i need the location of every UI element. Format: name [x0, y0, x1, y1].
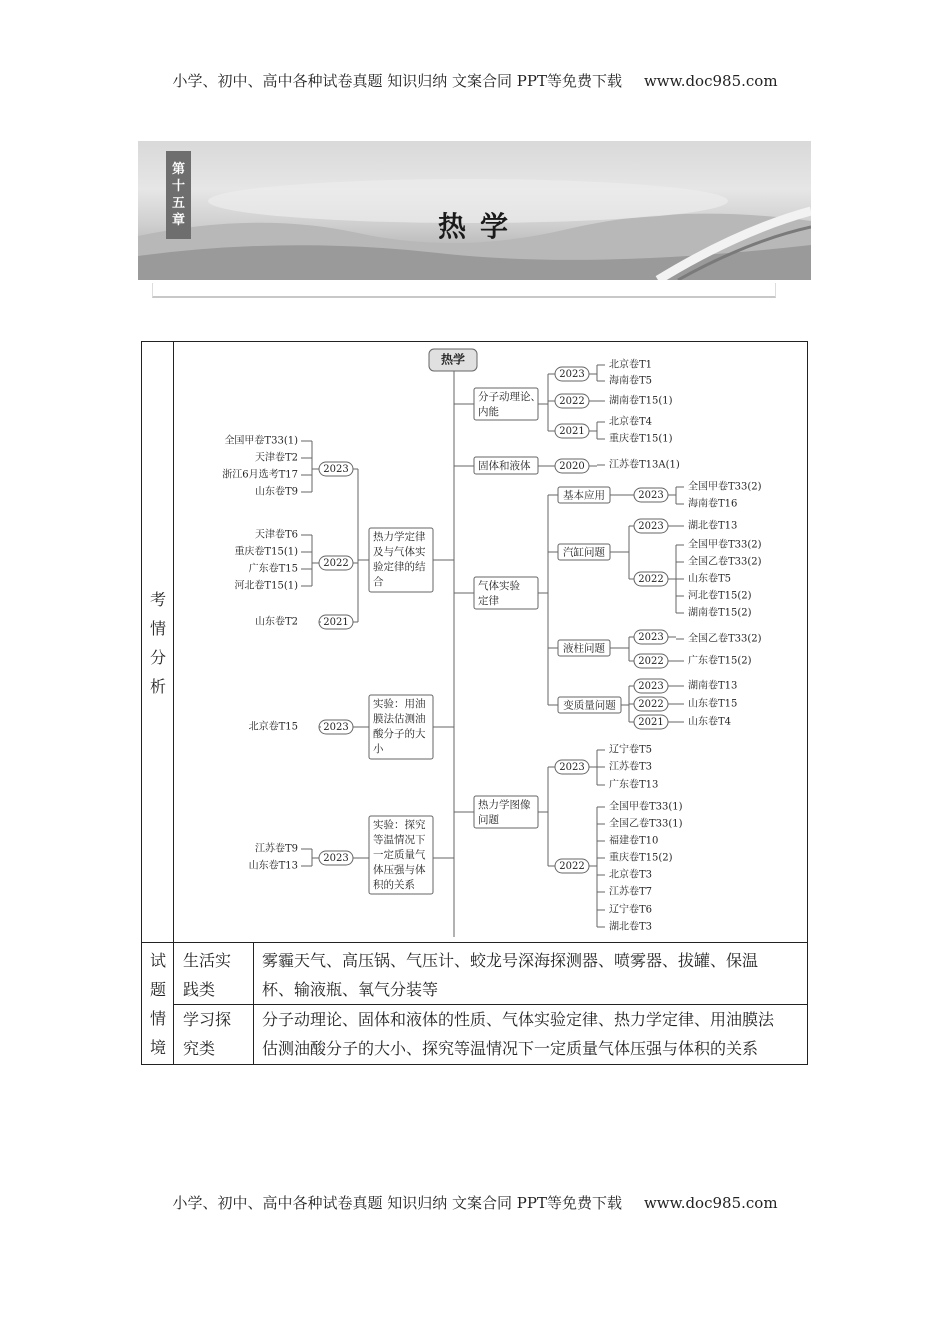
header-char: 情	[149, 619, 166, 638]
branch-label: 气体实验	[478, 580, 520, 592]
year-label: 2022	[638, 656, 664, 667]
type-line: 生活实	[183, 951, 232, 970]
exam-item: 全国甲卷T33(1)	[224, 435, 298, 447]
year-label: 2021	[323, 617, 349, 628]
exam-item: 湖南卷T13	[688, 680, 738, 692]
exam-item: 重庆卷T15(1)	[234, 546, 298, 558]
year-label: 2023	[638, 521, 664, 532]
branch-label: 合	[373, 576, 384, 588]
year-label: 2022	[559, 396, 585, 407]
exam-item: 天津卷T6	[254, 529, 298, 541]
scenario-type-label	[183, 946, 231, 1004]
exam-item: 河北卷T15(2)	[688, 590, 752, 602]
content-line: 杯、输液瓶、氧气分装等	[262, 980, 439, 999]
scenario-content	[262, 946, 758, 1004]
type-line: 学习探	[183, 1010, 232, 1029]
exam-item: 湖南卷T15(1)	[609, 395, 673, 407]
exam-item: 北京卷T3	[609, 869, 653, 881]
branch-label: 酸分子的大	[373, 728, 426, 740]
branch-label: 验定律的结	[373, 561, 426, 573]
sub-label: 汽缸问题	[563, 546, 605, 559]
year-label: 2023	[638, 490, 664, 501]
banner-shadow	[152, 283, 776, 298]
year-label: 2023	[323, 853, 349, 864]
exam-item: 江苏卷T3	[609, 761, 653, 773]
exam-item: 海南卷T5	[609, 375, 653, 387]
header-char: 考	[149, 590, 166, 609]
branch-label: 内能	[478, 406, 499, 418]
year-label: 2022	[638, 574, 664, 585]
exam-item: 江苏卷T13A(1)	[609, 459, 680, 471]
branch-label: 小	[373, 743, 384, 755]
chapter-tag-char: 第	[171, 162, 185, 177]
exam-item: 山东卷T9	[254, 486, 298, 498]
type-line: 践类	[183, 980, 216, 999]
branch-label: 固体和液体	[478, 460, 531, 472]
exam-item: 湖北卷T3	[609, 921, 653, 933]
footer-url[interactable]: www.doc985.com	[643, 1194, 778, 1212]
branch-label: 热力学图像	[478, 799, 531, 811]
year-label: 2023	[559, 762, 585, 773]
year-label: 2023	[638, 681, 664, 692]
header-char: 境	[149, 1038, 166, 1057]
branch-label: 等温情况下	[373, 834, 426, 846]
exam-item: 广东卷T13	[609, 779, 659, 791]
year-label: 2023	[638, 632, 664, 643]
year-label: 2022	[559, 861, 585, 872]
year-label: 2023	[559, 369, 585, 380]
exam-item: 广东卷T15(2)	[688, 655, 752, 667]
exam-item: 湖北卷T13	[688, 520, 738, 532]
year-label: 2022	[323, 558, 349, 569]
branch-label: 及与气体实	[373, 546, 426, 558]
exam-item: 山东卷T15	[688, 698, 738, 710]
exam-item: 湖南卷T15(2)	[688, 607, 752, 619]
exam-item: 重庆卷T15(1)	[609, 433, 673, 445]
exam-item: 北京卷T15	[248, 721, 298, 733]
exam-item: 天津卷T2	[254, 452, 298, 464]
header-char: 分	[149, 648, 166, 667]
exam-item: 全国乙卷T33(2)	[688, 633, 762, 645]
chapter-tag-char: 章	[171, 213, 185, 228]
chapter-tag-char: 五	[171, 196, 185, 211]
page-footer	[0, 1192, 950, 1213]
exam-item: 辽宁卷T6	[609, 904, 653, 916]
exam-item: 全国乙卷T33(1)	[609, 818, 683, 830]
year-label: 2022	[638, 699, 664, 710]
year-label: 2023	[323, 464, 349, 475]
content-line: 分子动理论、固体和液体的性质、气体实验定律、热力学定律、用油膜法	[262, 1010, 775, 1029]
exam-item: 河北卷T15(1)	[234, 580, 298, 592]
exam-item: 全国甲卷T33(2)	[688, 539, 762, 551]
year-label: 2023	[323, 722, 349, 733]
branch-label: 热力学定律	[373, 531, 426, 543]
exam-item: 江苏卷T7	[609, 886, 653, 898]
header-char: 析	[149, 677, 166, 696]
exam-item: 北京卷T1	[609, 359, 653, 371]
branch-label: 定律	[478, 595, 499, 607]
exam-item: 全国乙卷T33(2)	[688, 556, 762, 568]
content-line: 估测油酸分子的大小、探究等温情况下一定质量气体压强与体积的关系	[262, 1039, 759, 1058]
scenario-content	[262, 1005, 774, 1063]
sub-label: 变质量问题	[563, 699, 616, 712]
knowledge-mind-map	[174, 342, 808, 942]
branch-label: 膜法估测油	[373, 713, 426, 725]
exam-item: 福建卷T10	[609, 835, 659, 847]
sub-label: 液柱问题	[563, 642, 605, 655]
branch-label: 一定质量气	[373, 849, 426, 861]
chapter-tag	[166, 151, 191, 239]
header-char: 题	[149, 980, 166, 999]
year-label: 2021	[638, 717, 664, 728]
exam-item: 海南卷T16	[688, 498, 738, 510]
exam-item: 全国甲卷T33(1)	[609, 801, 683, 813]
exam-item: 重庆卷T15(2)	[609, 852, 673, 864]
year-label: 2021	[559, 426, 585, 437]
branch-label: 实验：用油	[373, 698, 426, 710]
content-line: 雾霾天气、高压锅、气压计、蛟龙号深海探测器、喷雾器、拔罐、保温	[262, 951, 759, 970]
root-label: 热学	[440, 352, 466, 367]
header-url[interactable]: www.doc985.com	[643, 72, 778, 90]
exam-item: 全国甲卷T33(2)	[688, 481, 762, 493]
exam-analysis-header	[143, 585, 173, 701]
page-header	[0, 70, 950, 91]
type-line: 究类	[183, 1039, 216, 1058]
exam-item: 山东卷T5	[688, 573, 732, 585]
branch-label: 实验：探究	[373, 819, 426, 831]
header-text: 小学、初中、高中各种试卷真题 知识归纳 文案合同 PPT等免费下载	[172, 72, 622, 90]
exam-item: 浙江6月选考T17	[222, 469, 298, 481]
exam-item: 广东卷T15	[248, 563, 298, 575]
header-char: 试	[149, 951, 166, 970]
exam-item: 北京卷T4	[609, 416, 653, 428]
exam-item: 辽宁卷T5	[609, 744, 653, 756]
chapter-title: 热学	[437, 210, 522, 243]
sub-label: 基本应用	[563, 489, 605, 502]
branch-label: 问题	[478, 814, 499, 826]
chapter-tag-char: 十	[171, 179, 185, 194]
year-label: 2020	[559, 461, 585, 472]
table-divider	[141, 942, 808, 943]
table-divider	[253, 942, 254, 1065]
branch-label: 积的关系	[373, 879, 415, 891]
branch-label: 分子动理论、	[478, 391, 541, 403]
branch-label: 体压强与体	[373, 864, 426, 876]
exam-item: 山东卷T4	[688, 716, 732, 728]
exam-item: 山东卷T2	[254, 616, 298, 628]
footer-text: 小学、初中、高中各种试卷真题 知识归纳 文案合同 PPT等免费下载	[172, 1194, 622, 1212]
scenario-type-label	[183, 1005, 231, 1063]
scenario-header	[143, 946, 173, 1062]
header-char: 情	[149, 1009, 166, 1028]
exam-item: 山东卷T13	[248, 860, 298, 872]
exam-item: 江苏卷T9	[254, 843, 298, 855]
